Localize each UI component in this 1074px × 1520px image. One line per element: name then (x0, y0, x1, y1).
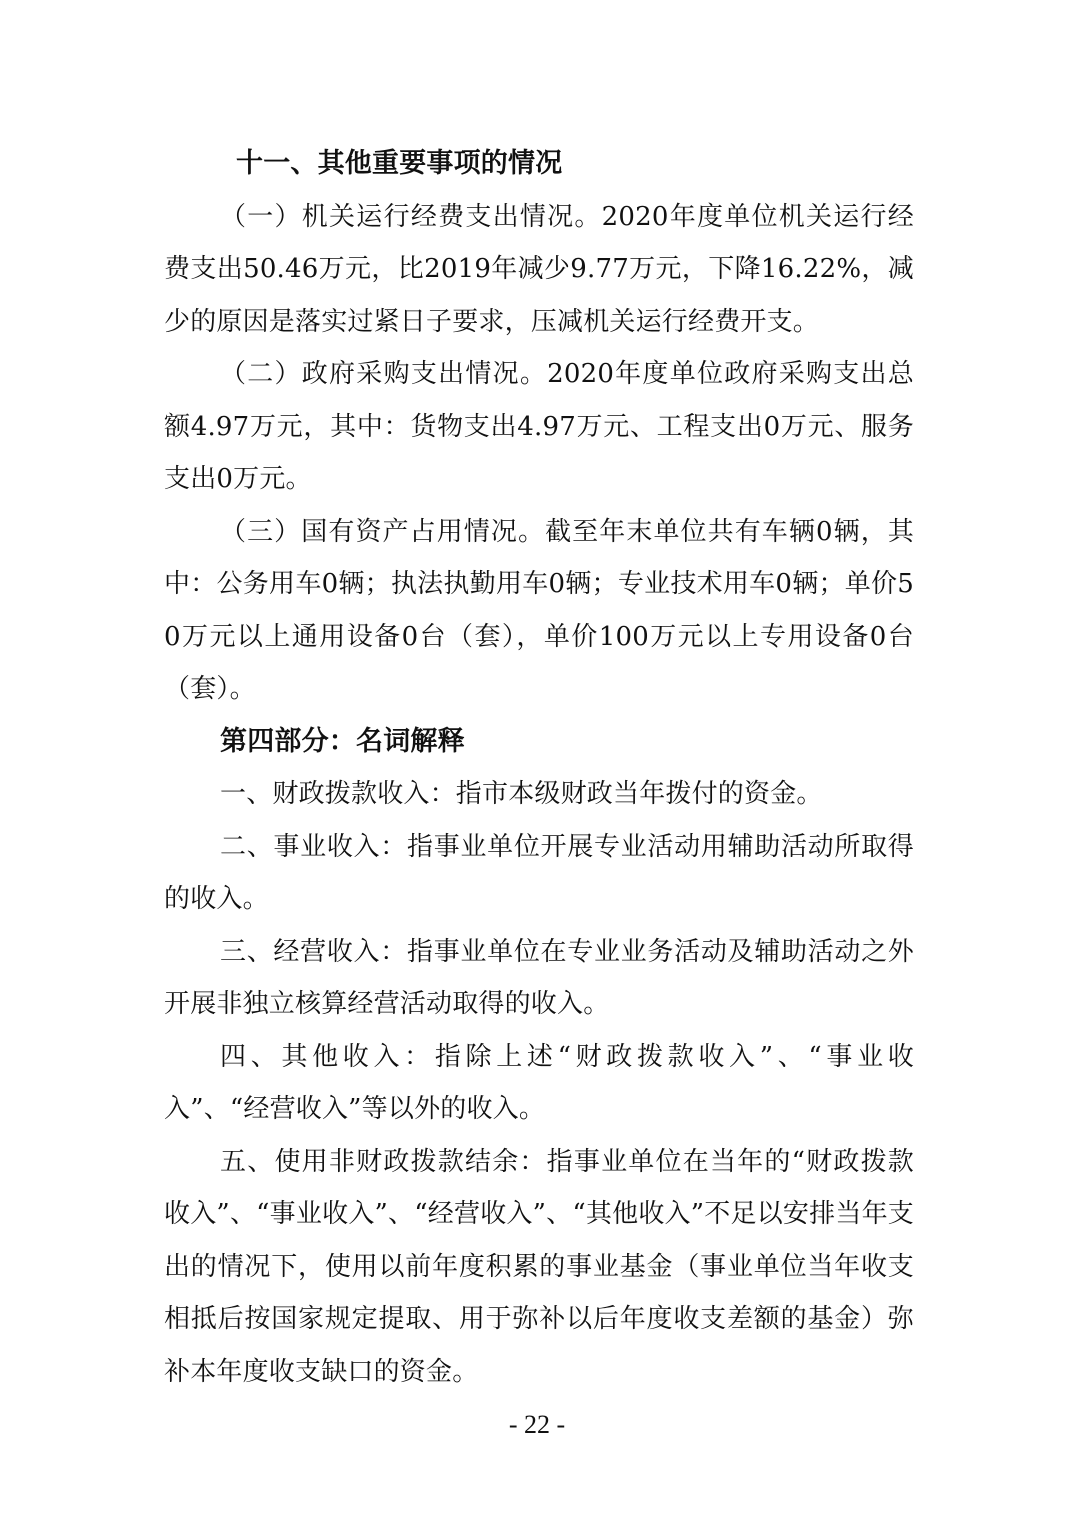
section-heading-other-matters: 十一、其他重要事项的情况 (236, 148, 563, 179)
paragraph-operating-expenses: （一）机关运行经费支出情况。2020年度单位机关运行经费支出50.46万元，比2019年减少9.77万元，下降16.22%，减少的原因是落实过紧日子要求，压减机关运行经费开支。 (164, 201, 914, 337)
paragraph-government-procurement: （二）政府采购支出情况。2020年度单位政府采购支出总额4.97万元，其中：货物支出4.97万元、工程支出0万元、服务支出0万元。 (164, 359, 914, 494)
paragraph-business-income: 二、事业收入：指事业单位开展专业活动用辅助活动所取得的收入。 (164, 831, 914, 914)
paragraph-operating-income: 三、经营收入：指事业单位在专业业务活动及辅助活动之外开展非独立核算经营活动取得的收入。 (164, 936, 914, 1019)
section-heading-glossary: 第四部分：名词解释 (220, 725, 465, 757)
page-number: - 22 - (508, 1410, 566, 1439)
document-body (164, 138, 914, 1398)
paragraph-other-income: 四、其他收入：指除上述“财政拨款收入”、“事业收入”、“经营收入”等以外的收入。 (164, 1041, 914, 1124)
paragraph-state-assets: （三）国有资产占用情况。截至年末单位共有车辆0辆，其中：公务用车0辆；执法执勤用车0辆；专业技术用车0辆；单价50万元以上通用设备0台（套），单价100万元以上专用设备0台（套）。 (164, 516, 914, 704)
paragraph-fiscal-appropriation-income: 一、财政拨款收入：指市本级财政当年拨付的资金。 (220, 779, 823, 809)
paragraph-non-fiscal-balance: 五、使用非财政拨款结余：指事业单位在当年的“财政拨款收入”、“事业收入”、“经营收入”、“其他收入”不足以安排当年支出的情况下，使用以前年度积累的事业基金（事业单位当年收支相抵后按国家规定提取、用于弥补以后年度收支差额的基金）弥补本年度收支缺口的资金。 (164, 1146, 914, 1387)
